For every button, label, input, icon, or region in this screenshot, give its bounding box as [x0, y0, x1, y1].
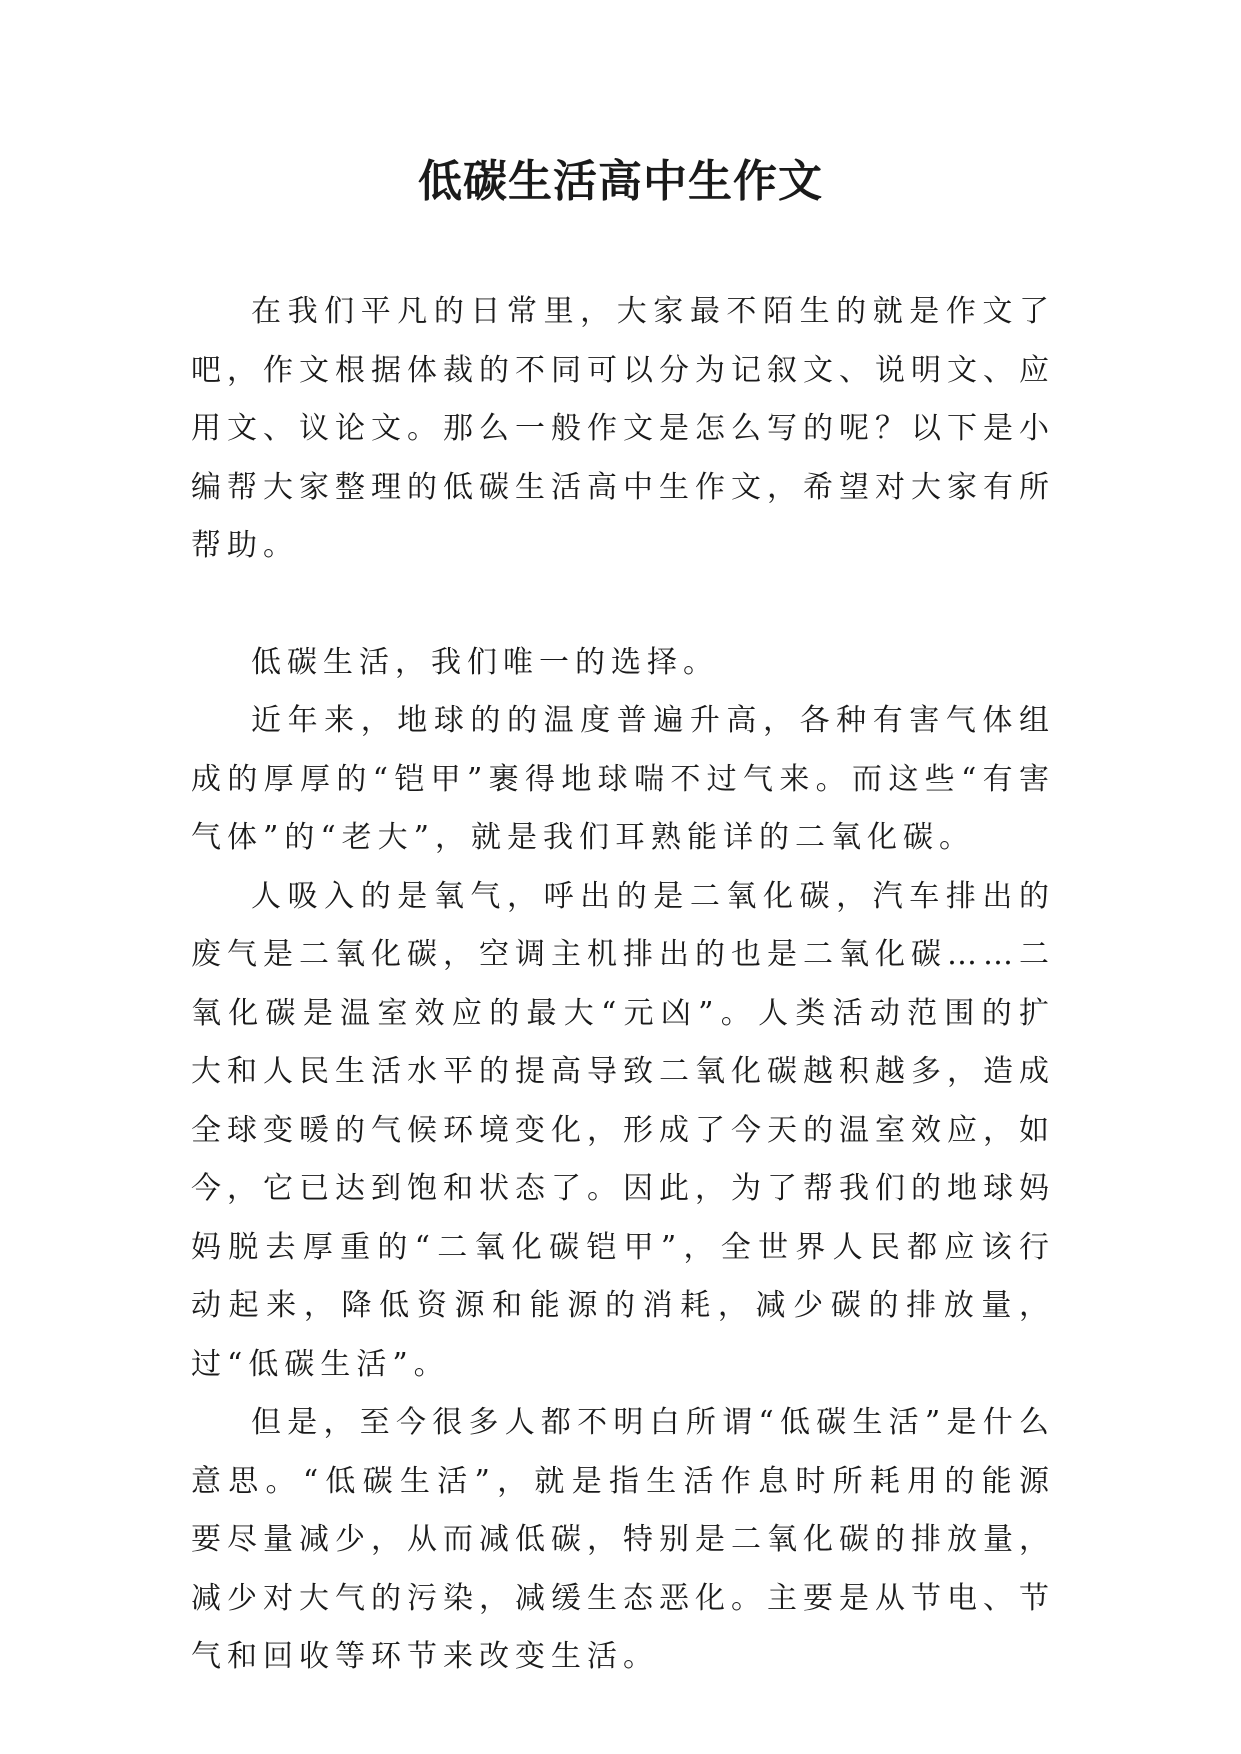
document-title: 低碳生活高中生作文: [418, 156, 823, 207]
intro-paragraph: 在我们平凡的日常里，大家最不陌生的就是作文了吧，作文根据体裁的不同可以分为记叙文、说明文、应用文、议论文。那么一般作文是怎么写的呢？以下是小编帮大家整理的低碳生活高中生作文，希望对大家有所帮助。: [191, 294, 1055, 563]
body-paragraph: 人吸入的是氧气，呼出的是二氧化碳，汽车排出的废气是二氧化碳，空调主机排出的也是二氧化碳……二氧化碳是温室效应的最大“元凶”。人类活动范围的扩大和人民生活水平的提高导致二氧化碳越积越多，造成全球变暖的气候环境变化，形成了今天的温室效应，如今，它已达到饱和状态了。因此，为了帮我们的地球妈妈脱去厚重的“二氧化碳铠甲”，全世界人民都应该行动起来，降低资源和能源的消耗，减少碳的排放量，过“低碳生活”。: [191, 878, 1055, 1382]
body-paragraph: 近年来，地球的的温度普遍升高，各种有害气体组成的厚厚的“铠甲”裹得地球喘不过气来。而这些“有害气体”的“老大”，就是我们耳熟能详的二氧化碳。: [191, 703, 1055, 855]
body-paragraph: 但是，至今很多人都不明白所谓“低碳生活”是什么意思。“低碳生活”，就是指生活作息时所耗用的能源要尽量减少，从而减低碳，特别是二氧化碳的排放量，减少对大气的污染，减缓生态恶化。主要是从节电、节气和回收等环节来改变生活。: [191, 1405, 1055, 1674]
document-body: [191, 283, 1055, 1687]
body-paragraph: 低碳生活，我们唯一的选择。: [251, 644, 719, 680]
